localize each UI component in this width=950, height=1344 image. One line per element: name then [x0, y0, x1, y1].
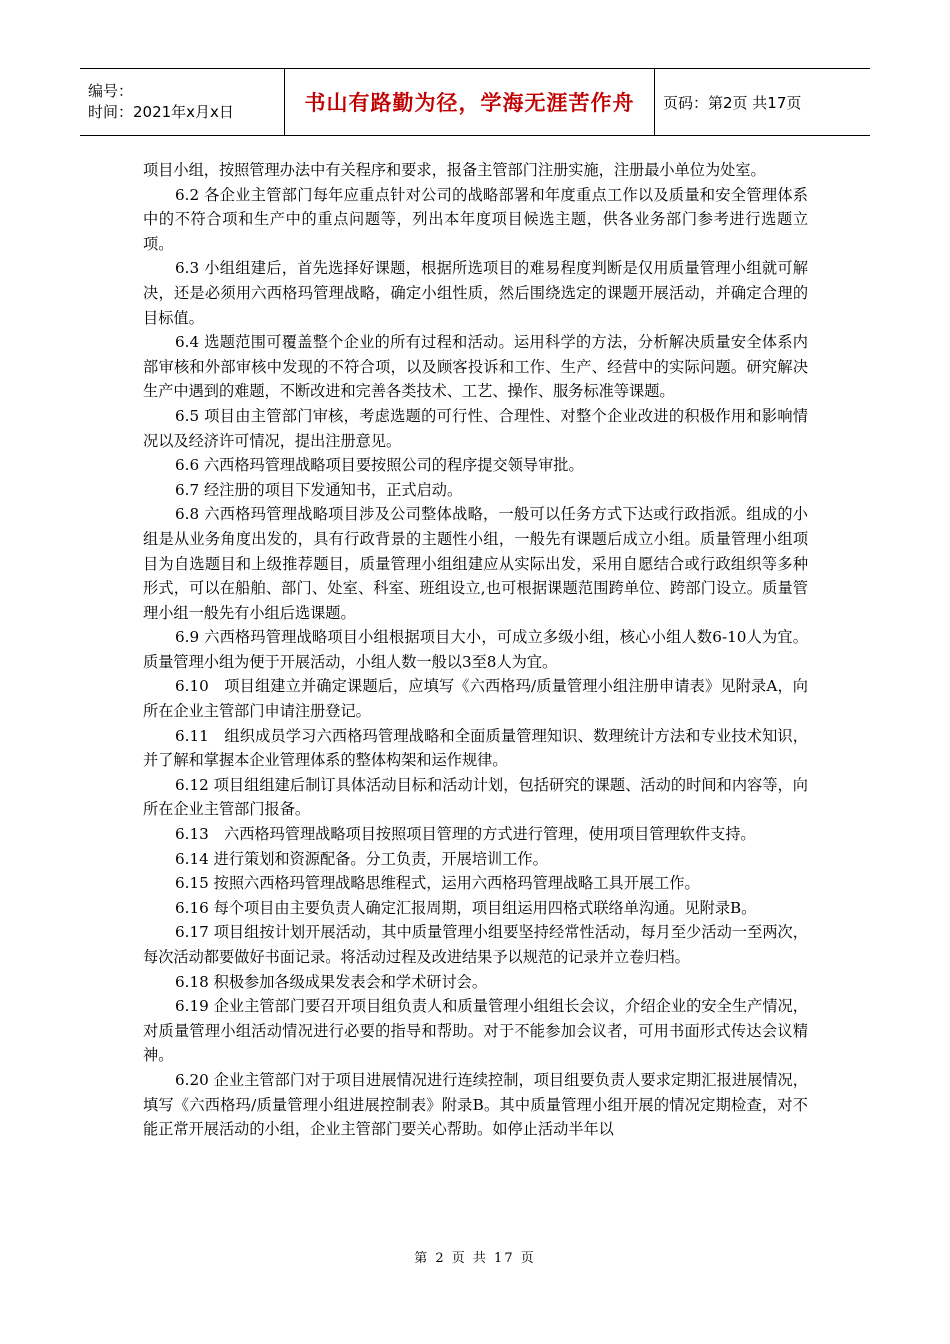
paragraph: 6.3 小组组建后，首先选择好课题，根据所选项目的难易程度判断是仅用质量管理小组就可解决，还是必须用六西格玛管理战略，确定小组性质，然后围绕选定的课题开展活动，并确定合理的目标值。 [143, 259, 808, 327]
paragraph: 6.10 项目组建立并确定课题后，应填写《六西格玛/质量管理小组注册申请表》见附录A，向所在企业主管部门申请注册登记。 [143, 677, 808, 721]
paragraph: 6.5 项目由主管部门审核，考虑选题的可行性、合理性、对整个企业改进的积极作用和影响情况以及经济许可情况，提出注册意见。 [143, 406, 808, 450]
document-time-label: 时间：2021年x月x日 [88, 103, 234, 121]
paragraph: 6.2 各企业主管部门每年应重点针对公司的战略部署和年度重点工作以及质量和安全管理体系中的不符合项和生产中的重点问题等，列出本年度项目候选主题，供各业务部门参考进行选题立项。 [143, 185, 808, 253]
header-meta-cell [80, 69, 285, 135]
page-footer-number: 第 2 页 共 17 页 [414, 1251, 536, 1266]
page-header [80, 68, 870, 136]
paragraph: 6.11 组织成员学习六西格玛管理战略和全面质量管理知识、数理统计方法和专业技术知识，并了解和掌握本企业管理体系的整体构架和运作规律。 [143, 726, 808, 770]
paragraph: 6.20 企业主管部门对于项目进展情况进行连续控制，项目组要负责人要求定期汇报进展情况，填写《六西格玛/质量管理小组进展控制表》附录B。其中质量管理小组开展的情况定期检查，对不能正常开展活动的小组，企业主管部门要关心帮助。如停止活动半年以 [143, 1070, 808, 1139]
paragraph: 6.16 每个项目由主要负责人确定汇报周期，项目组运用四格式联络单沟通。见附录B。 [175, 898, 757, 917]
paragraph: 6.15 按照六西格玛管理战略思维程式，运用六西格玛管理战略工具开展工作。 [175, 874, 700, 893]
paragraph: 6.8 六西格玛管理战略项目涉及公司整体战略，一般可以任务方式下达或行政指派。组成的小组是从业务角度出发的，具有行政背景的主题性小组，一般先有课题后成立小组。质量管理小组项目为自选题目和上级推荐题目，质量管理小组组建应从实际出发，采用自愿结合或行政组织等多种形式，可以在船舶、部门、处室、科室、班组设立,也可根据课题范围跨单位、跨部门设立。质量管理小组一般先有小组后选课题。 [143, 505, 808, 622]
header-page-info: 页码：第2页 共17页 [663, 93, 802, 112]
paragraph: 6.7 经注册的项目下发通知书，正式启动。 [175, 480, 463, 499]
paragraph: 6.17 项目组按计划开展活动，其中质量管理小组要坚持经常性活动，每月至少活动一至两次，每次活动都要做好书面记录。将活动过程及改进结果予以规范的记录并立卷归档。 [143, 923, 808, 966]
paragraph: 6.13 六西格玛管理战略项目按照项目管理的方式进行管理，使用项目管理软件支持。 [175, 825, 756, 844]
paragraph: 6.18 积极参加各级成果发表会和学术研讨会。 [175, 972, 488, 991]
paragraph: 6.12 项目组组建后制订具体活动目标和活动计划，包括研究的课题、活动的时间和内容等，向所在企业主管部门报备。 [143, 775, 808, 819]
document-number-label: 编号： [88, 82, 134, 100]
paragraph: 6.9 六西格玛管理战略项目小组根据项目大小，可成立多级小组，核心小组人数6-10人为宜。质量管理小组为便于开展活动，小组人数一般以3至8人为宜。 [143, 628, 808, 671]
paragraph: 6.6 六西格玛管理战略项目要按照公司的程序提交领导审批。 [175, 456, 584, 475]
header-motto: 书山有路勤为径，学海无涯苦作舟 [285, 69, 655, 135]
paragraph: 6.14 进行策划和资源配备。分工负责，开展培训工作。 [175, 849, 548, 868]
document-body [143, 158, 808, 1142]
paragraph: 6.4 选题范围可覆盖整个企业的所有过程和活动。运用科学的方法，分析解决质量安全体系内部审核和外部审核中发现的不符合项，以及顾客投诉和工作、生产、经营中的实际问题。研究解决生产中遇到的难题，不断改进和完善各类技术、工艺、操作、服务标准等课题。 [143, 333, 808, 401]
paragraph: 项目小组，按照管理办法中有关程序和要求，报备主管部门注册实施，注册最小单位为处室。 [143, 161, 766, 179]
paragraph: 6.19 企业主管部门要召开项目组负责人和质量管理小组组长会议，介绍企业的安全生产情况，对质量管理小组活动情况进行必要的指导和帮助。对于不能参加会议者，可用书面形式传达会议精神。 [143, 997, 808, 1065]
